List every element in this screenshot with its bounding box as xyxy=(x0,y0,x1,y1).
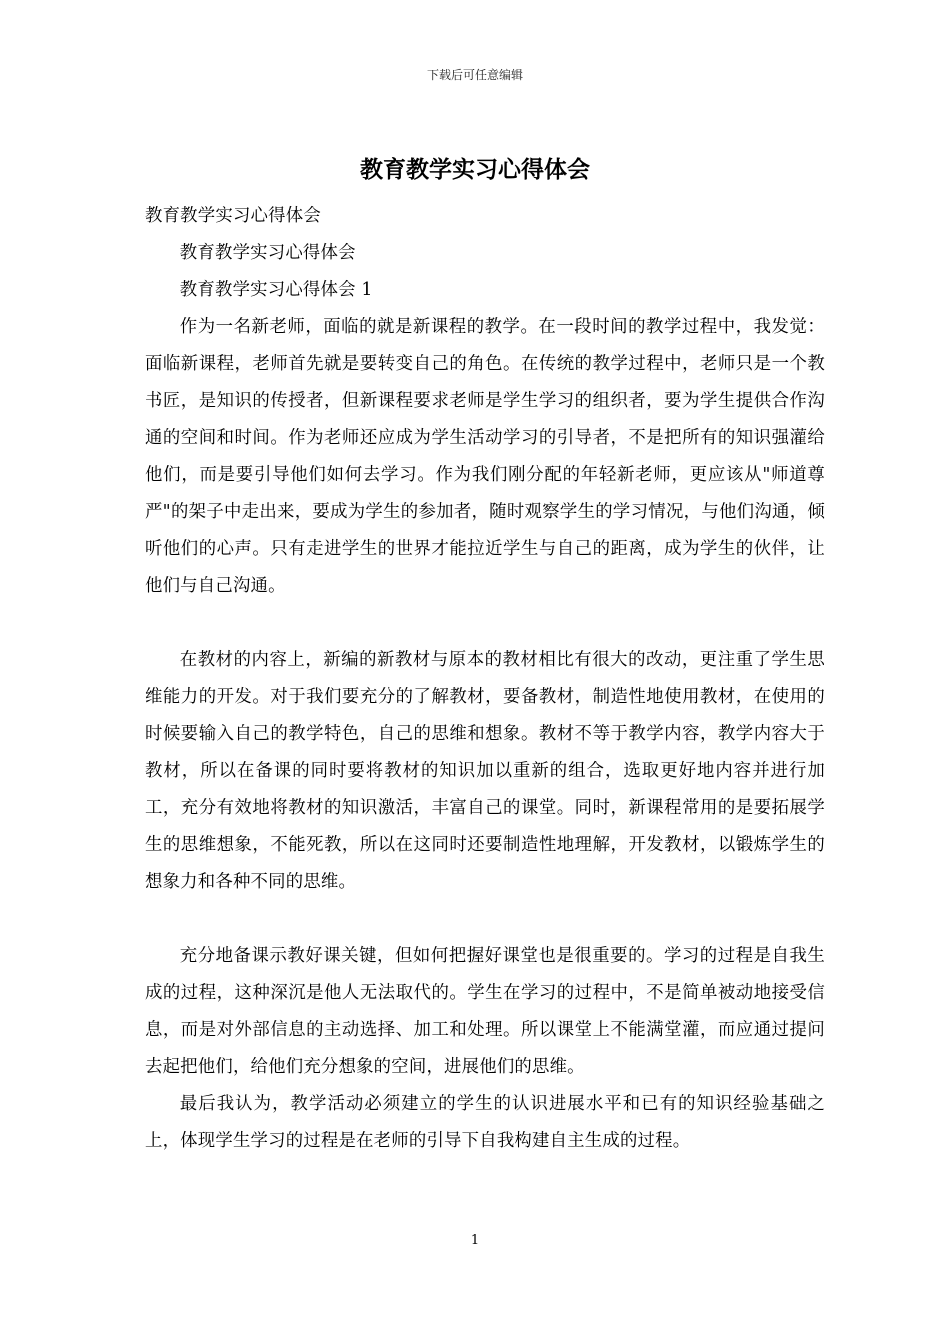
body-line: 教育教学实习心得体会 xyxy=(179,243,356,263)
header-note: 下载后可任意编辑 xyxy=(426,68,523,82)
paragraph: 充分地备课示教好课关键，但如何把握好课堂也是很重要的。学习的过程是自我生成的过程，这种深沉是他人无法取代的。学生在学习的过程中，不是简单被动地接受信息，而是对外部信息的主动选择、加工和处理。所以课堂上不能满堂灌，而应通过提问去起把他们，给他们充分想象的空间，进展他们的思维。 xyxy=(145,946,825,1077)
body-line: 教育教学实习心得体会 xyxy=(145,206,321,226)
section-heading: 教育教学实习心得体会 1 xyxy=(179,280,373,300)
paragraph: 在教材的内容上，新编的新教材与原本的教材相比有很大的改动，更注重了学生思维能力的开发。对于我们要充分的了解教材，要备教材，制造性地使用教材，在使用的时候要输入自己的教学特色，自己的思维和想象。教材不等于教学内容，教学内容大于教材，所以在备课的同时要将教材的知识加以重新的组合，选取更好地内容并进行加工，充分有效地将教材的知识激活，丰富自己的课堂。同时，新课程常用的是要拓展学生的思维想象，不能死教，所以在这同时还要制造性地理解，开发教材，以锻炼学生的想象力和各种不同的思维。 xyxy=(145,650,825,892)
paragraph: 作为一名新老师，面临的就是新课程的教学。在一段时间的教学过程中，我发觉：面临新课程，老师首先就是要转变自己的角色。在传统的教学过程中，老师只是一个教书匠，是知识的传授者，但新课程要求老师是学生学习的组织者，要为学生提供合作沟通的空间和时间。作为老师还应成为学生活动学习的引导者，不是把所有的知识强灌给他们，而是要引导他们如何去学习。作为我们刚分配的年轻新老师，更应该从"师道尊严"的架子中走出来，要成为学生的参加者，随时观察学生的学习情况，与他们沟通，倾听他们的心声。只有走进学生的世界才能拉近学生与自己的距离，成为学生的伙伴，让他们与自己沟通。 xyxy=(145,317,825,596)
paragraph: 最后我认为，教学活动必须建立的学生的认识进展水平和已有的知识经验基础之上，体现学生学习的过程是在老师的引导下自我构建自主生成的过程。 xyxy=(145,1094,825,1151)
document-body xyxy=(145,198,825,1160)
page-number: 1 xyxy=(470,1233,480,1248)
document-title: 教育教学实习心得体会 xyxy=(360,156,590,183)
